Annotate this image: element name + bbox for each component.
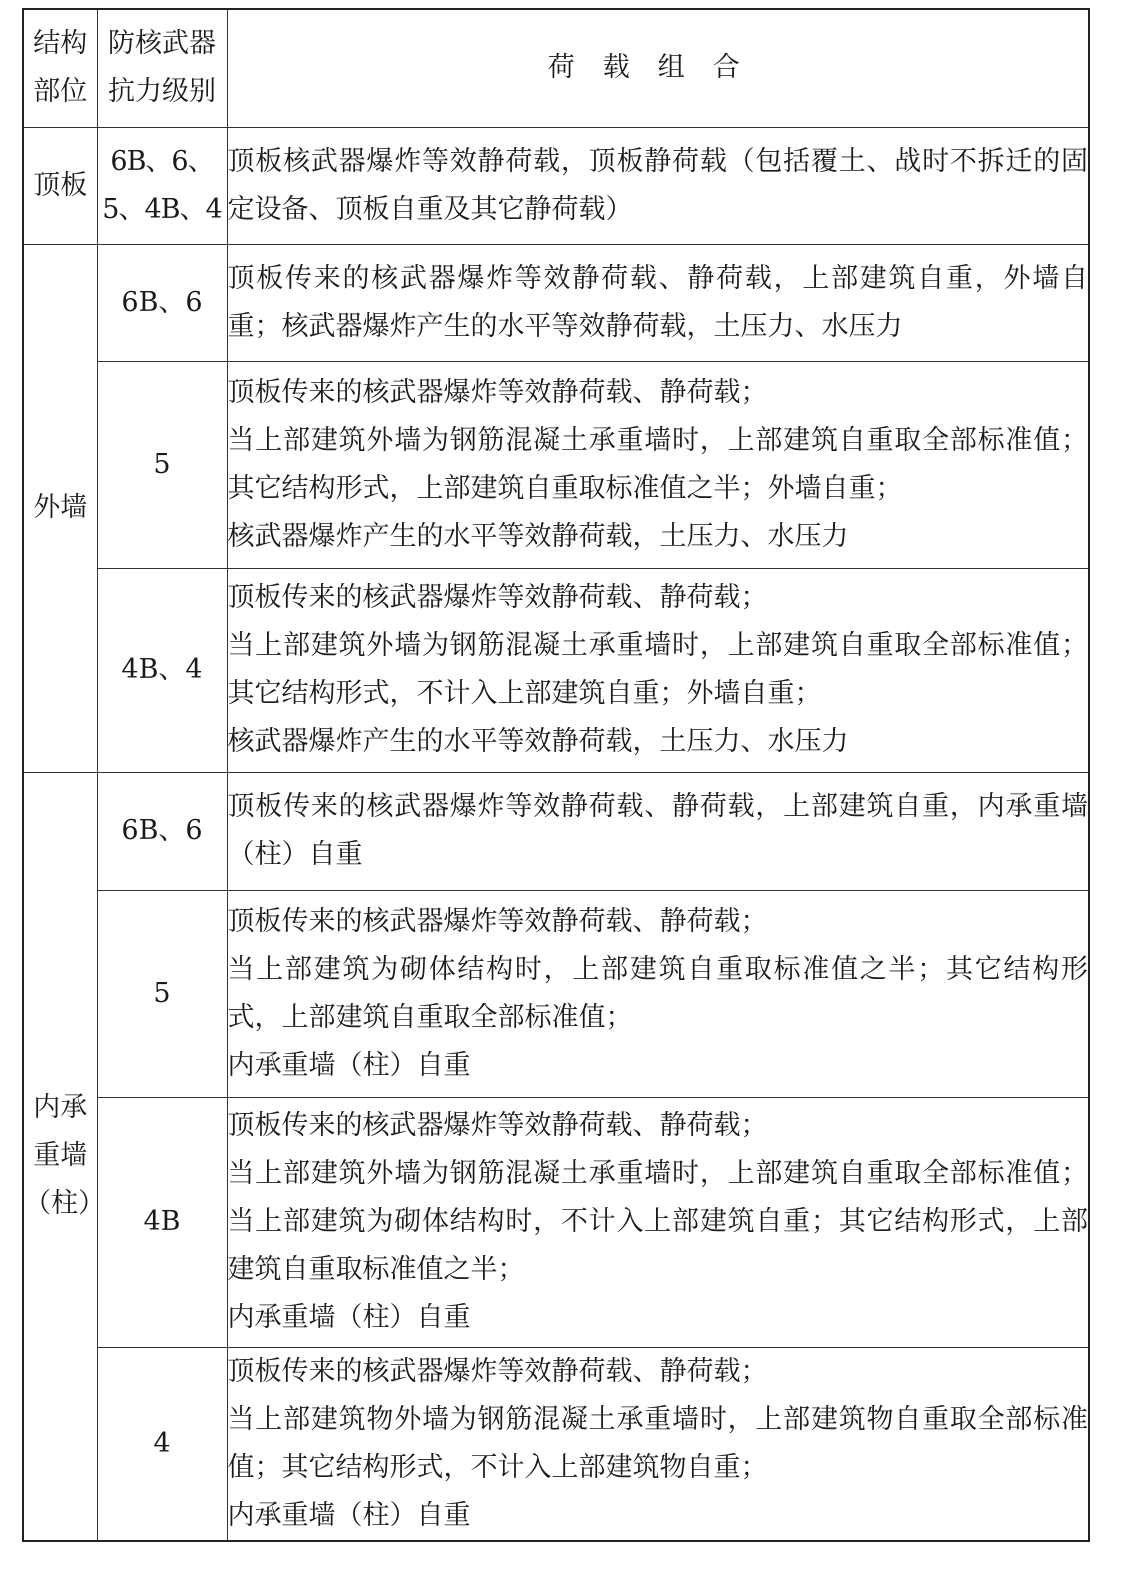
combo-line: 当上部建筑外墙为钢筋混凝土承重墙时，上部建筑自重取全部标准值；其它结构形式，上部建筑自重取标准值之半；外墙自重； — [227, 424, 1088, 504]
table-row — [23, 890, 1089, 1097]
level-cell: 6B、6 — [97, 244, 227, 361]
level-cell: 4 — [97, 1347, 227, 1541]
combo-line: 顶板传来的核武器爆炸等效静荷载、静荷载； — [227, 1355, 768, 1387]
combo-line: 内承重墙（柱）自重 — [227, 1499, 471, 1531]
part-cell-interior-bearing-wall: 内承重墙（柱） — [23, 772, 97, 1541]
combo-line: 顶板传来的核武器爆炸等效静荷载、静荷载； — [227, 376, 768, 408]
header-row — [23, 9, 1089, 127]
level-cell: 5 — [97, 890, 227, 1097]
combo-line: 顶板传来的核武器爆炸等效静荷载、静荷载； — [227, 1110, 768, 1141]
combo-line: 核武器爆炸产生的水平等效静荷载，土压力、水压力 — [227, 726, 849, 757]
level-cell — [97, 127, 227, 244]
level-cell: 6B、6 — [97, 772, 227, 890]
table-row — [23, 1097, 1089, 1347]
part-cell-exterior-wall: 外墙 — [23, 244, 97, 772]
combo-line: 顶板传来的核武器爆炸等效静荷载、静荷载； — [227, 582, 768, 613]
combo-cell — [227, 1097, 1089, 1347]
combo-cell — [227, 568, 1089, 772]
combo-line: 内承重墙（柱）自重 — [227, 1302, 471, 1333]
combo-line: 当上部建筑外墙为钢筋混凝土承重墙时，上部建筑自重取全部标准值；当上部建筑为砌体结构时，不计入上部建筑自重；其它结构形式，上部建筑自重取标准值之半； — [227, 1158, 1088, 1285]
combo-line: 顶板传来的核武器爆炸等效静荷载、静荷载，上部建筑自重，外墙自重；核武器爆炸产生的水平等效静荷载，土压力、水压力 — [227, 262, 1088, 342]
table-row — [23, 772, 1089, 890]
combo-line: 当上部建筑物外墙为钢筋混凝土承重墙时，上部建筑物自重取全部标准值；其它结构形式，不计入上部建筑物自重； — [227, 1403, 1088, 1483]
combo-cell — [227, 127, 1089, 244]
combo-line: 顶板核武器爆炸等效静荷载，顶板静荷载（包括覆土、战时不拆迁的固定设备、顶板自重及其它静荷载） — [227, 145, 1088, 225]
combo-cell — [227, 361, 1089, 568]
combo-cell — [227, 244, 1089, 361]
combo-line: 当上部建筑为砌体结构时，上部建筑自重取标准值之半；其它结构形式，上部建筑自重取全部标准值； — [227, 953, 1088, 1033]
part-cell-roof: 顶板 — [23, 127, 97, 244]
combo-line: 顶板传来的核武器爆炸等效静荷载、静荷载； — [227, 905, 768, 937]
level-cell: 4B、4 — [97, 568, 227, 772]
load-combination-table — [22, 8, 1090, 1542]
table-row — [23, 1347, 1089, 1541]
table-row — [23, 244, 1089, 361]
table-row — [23, 568, 1089, 772]
combo-line: 顶板传来的核武器爆炸等效静荷载、静荷载，上部建筑自重，内承重墙（柱）自重 — [227, 791, 1088, 870]
header-structure-part: 结构部位 — [23, 9, 97, 127]
level-cell: 5 — [97, 361, 227, 568]
table-row — [23, 127, 1089, 244]
header-load-combination: 荷载组合 — [227, 9, 1089, 127]
header-resistance-level: 防核武器抗力级别 — [97, 9, 227, 127]
level-cell: 4B — [97, 1097, 227, 1347]
combo-line: 当上部建筑外墙为钢筋混凝土承重墙时，上部建筑自重取全部标准值；其它结构形式，不计入上部建筑自重；外墙自重； — [227, 630, 1088, 709]
combo-cell — [227, 890, 1089, 1097]
combo-line: 核武器爆炸产生的水平等效静荷载，土压力、水压力 — [227, 520, 849, 552]
combo-line: 内承重墙（柱）自重 — [227, 1049, 471, 1081]
combo-cell — [227, 772, 1089, 890]
table-row — [23, 361, 1089, 568]
level-text: 6B、6、5、4B、4 — [102, 145, 222, 225]
combo-cell — [227, 1347, 1089, 1541]
